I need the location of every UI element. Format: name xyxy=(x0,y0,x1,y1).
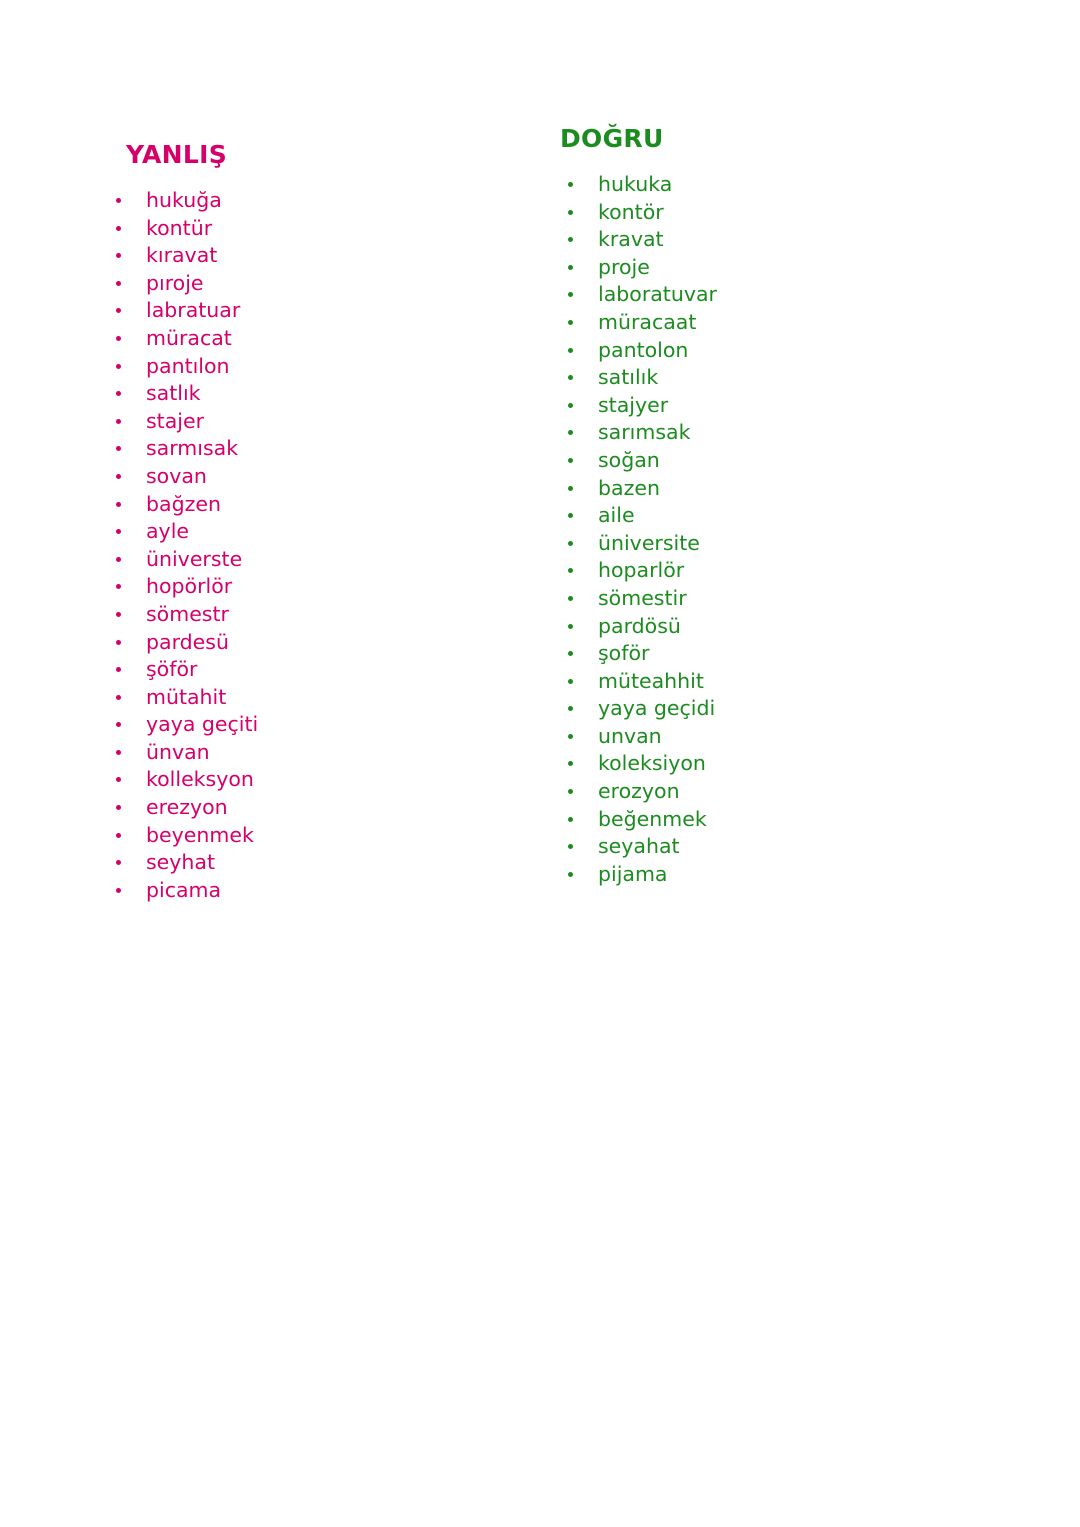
list-item: hoparlör xyxy=(560,557,1060,585)
list-item: ünvan xyxy=(108,739,500,767)
list-item: şöför xyxy=(108,656,500,684)
list-item: kontür xyxy=(108,215,500,243)
list-item: sarımsak xyxy=(560,419,1060,447)
list-item: pantılon xyxy=(108,353,500,381)
list-item: seyahat xyxy=(560,833,1060,861)
list-item: laboratuvar xyxy=(560,281,1060,309)
list-item: seyhat xyxy=(108,849,500,877)
list-item: bağzen xyxy=(108,491,500,519)
column-title-correct: DOĞRU xyxy=(560,124,664,153)
list-item: aile xyxy=(560,502,1060,530)
list-item: bazen xyxy=(560,475,1060,503)
list-item: kravat xyxy=(560,226,1060,254)
list-item: pijama xyxy=(560,861,1060,889)
list-item: üniverste xyxy=(108,546,500,574)
list-item: pardesü xyxy=(108,629,500,657)
list-item: soğan xyxy=(560,447,1060,475)
column-correct-spellings xyxy=(500,0,1060,904)
list-item: pıroje xyxy=(108,270,500,298)
list-item: müracaat xyxy=(560,309,1060,337)
column-title-wrong: YANLIŞ xyxy=(126,140,228,169)
list-item: beyenmek xyxy=(108,822,500,850)
list-item: kıravat xyxy=(108,242,500,270)
list-item: proje xyxy=(560,254,1060,282)
list-item: koleksiyon xyxy=(560,750,1060,778)
list-item: mütahit xyxy=(108,684,500,712)
column-incorrect-spellings xyxy=(0,0,500,904)
list-item: erezyon xyxy=(108,794,500,822)
list-item: picama xyxy=(108,877,500,905)
wrong-word-list xyxy=(108,187,500,904)
list-item: unvan xyxy=(560,723,1060,751)
list-item: kolleksyon xyxy=(108,766,500,794)
list-item: yaya geçidi xyxy=(560,695,1060,723)
list-item: satılık xyxy=(560,364,1060,392)
list-item: sömestir xyxy=(560,585,1060,613)
list-item: üniversite xyxy=(560,530,1060,558)
list-item: kontör xyxy=(560,199,1060,227)
list-item: müracat xyxy=(108,325,500,353)
list-item: sarmısak xyxy=(108,435,500,463)
list-item: sömestr xyxy=(108,601,500,629)
list-item: yaya geçiti xyxy=(108,711,500,739)
list-item: sovan xyxy=(108,463,500,491)
list-item: labratuar xyxy=(108,297,500,325)
list-item: hukuğa xyxy=(108,187,500,215)
list-item: pardösü xyxy=(560,613,1060,641)
list-item: beğenmek xyxy=(560,806,1060,834)
list-item: ayle xyxy=(108,518,500,546)
list-item: şoför xyxy=(560,640,1060,668)
list-item: hopörlör xyxy=(108,573,500,601)
list-item: stajyer xyxy=(560,392,1060,420)
list-item: hukuka xyxy=(560,171,1060,199)
list-item: satlık xyxy=(108,380,500,408)
list-item: stajer xyxy=(108,408,500,436)
correct-word-list xyxy=(560,171,1060,888)
list-item: pantolon xyxy=(560,337,1060,365)
list-item: erozyon xyxy=(560,778,1060,806)
list-item: müteahhit xyxy=(560,668,1060,696)
